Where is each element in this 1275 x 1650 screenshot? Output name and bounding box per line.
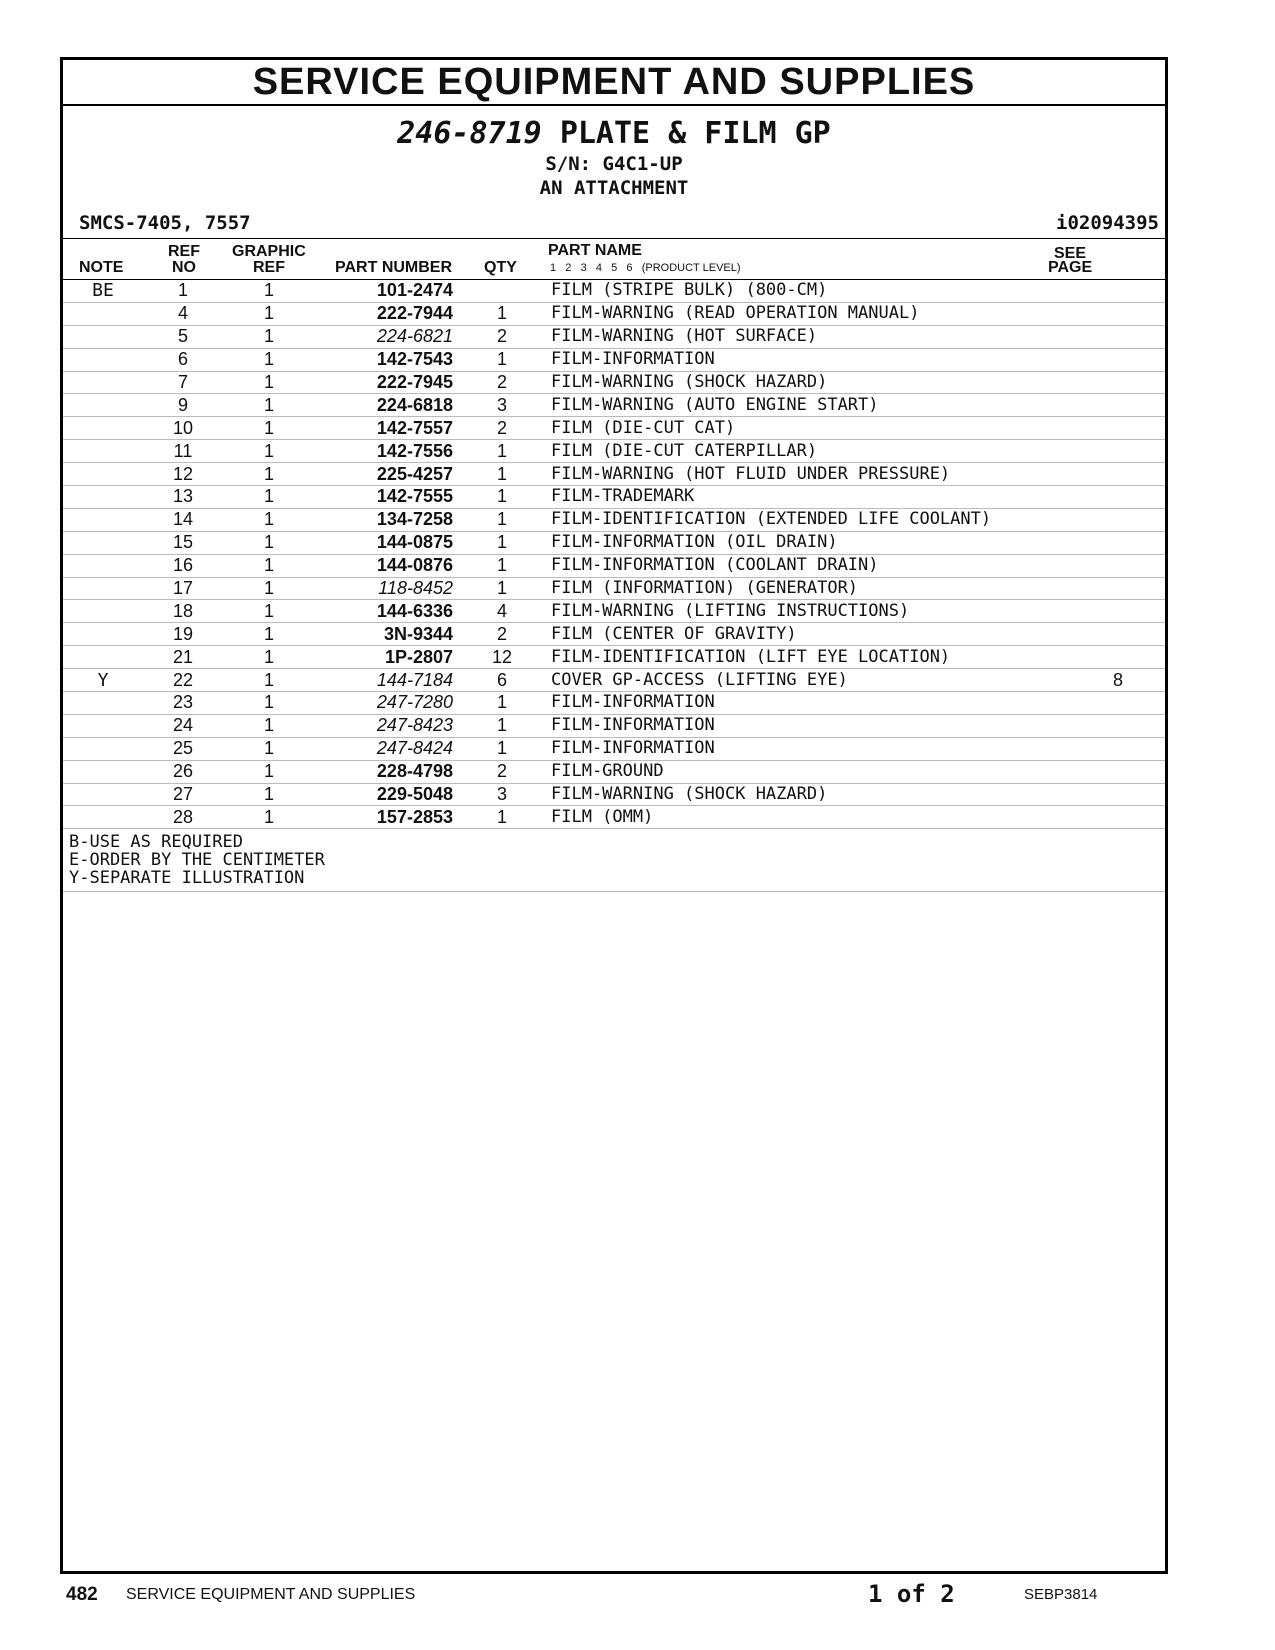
row-note <box>63 554 143 577</box>
header-see-page: SEE <box>1054 245 1087 262</box>
table-row <box>63 783 1165 806</box>
row-qty: 1 <box>453 440 551 463</box>
parts-page-frame <box>60 57 1168 1574</box>
row-note: BE <box>63 280 143 302</box>
note-line: Y-SEPARATE ILLUSTRATION <box>69 868 305 889</box>
note-line: B-USE AS REQUIRED <box>69 832 243 853</box>
group-number: 246-8719 <box>397 116 542 151</box>
row-part-name: FILM-TRADEMARK <box>551 486 1071 509</box>
row-see-page <box>1071 371 1165 394</box>
table-row <box>63 692 1165 715</box>
row-part-number: 142-7555 <box>315 486 453 509</box>
header-note: NOTE <box>79 259 124 276</box>
row-part-number: 225-4257 <box>315 463 453 486</box>
row-part-name: FILM (CENTER OF GRAVITY) <box>551 623 1071 646</box>
row-note <box>63 463 143 486</box>
row-graphic-ref: 1 <box>223 806 315 829</box>
row-graphic-ref: 1 <box>223 646 315 669</box>
row-graphic-ref: 1 <box>223 486 315 509</box>
row-qty: 1 <box>453 348 551 371</box>
row-part-name: FILM-WARNING (SHOCK HAZARD) <box>551 371 1071 394</box>
doc-id: SEBP3814 <box>1024 1586 1098 1603</box>
row-part-name: FILM (DIE-CUT CATERPILLAR) <box>551 440 1071 463</box>
table-row <box>63 371 1165 394</box>
header-graphic-ref: GRAPHIC <box>232 243 306 260</box>
table-row <box>63 348 1165 371</box>
row-part-name: FILM (INFORMATION) (GENERATOR) <box>551 577 1071 600</box>
serial-number: S/N: G4C1-UP <box>545 153 683 175</box>
row-ref-no: 6 <box>143 348 223 371</box>
row-graphic-ref: 1 <box>223 783 315 806</box>
table-row <box>63 806 1165 829</box>
page-title: SERVICE EQUIPMENT AND SUPPLIES <box>63 60 1165 106</box>
table-row <box>63 280 1165 302</box>
table-row <box>63 463 1165 486</box>
row-qty: 3 <box>453 783 551 806</box>
row-part-number: 224-6821 <box>315 325 453 348</box>
row-qty: 1 <box>453 692 551 715</box>
note-line: E-ORDER BY THE CENTIMETER <box>69 850 325 871</box>
row-note <box>63 692 143 715</box>
row-qty: 1 <box>453 508 551 531</box>
row-part-name: COVER GP-ACCESS (LIFTING EYE) <box>551 669 1071 692</box>
row-note <box>63 714 143 737</box>
row-see-page <box>1071 394 1165 417</box>
group-title <box>63 116 1165 152</box>
row-graphic-ref: 1 <box>223 394 315 417</box>
row-graphic-ref: 1 <box>223 714 315 737</box>
row-part-number: 144-0875 <box>315 531 453 554</box>
row-graphic-ref: 1 <box>223 577 315 600</box>
table-row <box>63 486 1165 509</box>
row-note <box>63 760 143 783</box>
table-row <box>63 669 1165 692</box>
row-ref-no: 14 <box>143 508 223 531</box>
row-graphic-ref: 1 <box>223 417 315 440</box>
row-part-number: 247-8423 <box>315 714 453 737</box>
row-note <box>63 440 143 463</box>
row-graphic-ref: 1 <box>223 531 315 554</box>
row-part-number: 229-5048 <box>315 783 453 806</box>
smcs-code: SMCS-7405, 7557 <box>79 212 251 234</box>
row-part-number: 1P-2807 <box>315 646 453 669</box>
row-see-page <box>1071 440 1165 463</box>
row-note <box>63 806 143 829</box>
row-part-name: FILM-INFORMATION (COOLANT DRAIN) <box>551 554 1071 577</box>
row-qty: 2 <box>453 325 551 348</box>
row-part-name: FILM-INFORMATION <box>551 692 1071 715</box>
row-part-name: FILM-WARNING (AUTO ENGINE START) <box>551 394 1071 417</box>
row-qty: 1 <box>453 486 551 509</box>
row-ref-no: 1 <box>143 280 223 302</box>
row-ref-no: 26 <box>143 760 223 783</box>
table-row <box>63 302 1165 325</box>
table-row <box>63 600 1165 623</box>
row-see-page: 8 <box>1071 669 1165 692</box>
header-product-level: 1 2 3 4 5 6 (PRODUCT LEVEL) <box>550 262 741 274</box>
table-row <box>63 394 1165 417</box>
table-row <box>63 325 1165 348</box>
row-see-page <box>1071 783 1165 806</box>
notes-block <box>63 829 1165 892</box>
row-ref-no: 4 <box>143 302 223 325</box>
row-qty: 1 <box>453 554 551 577</box>
row-ref-no: 25 <box>143 737 223 760</box>
row-graphic-ref: 1 <box>223 280 315 302</box>
row-note: Y <box>63 669 143 692</box>
row-part-name: FILM-INFORMATION <box>551 737 1071 760</box>
row-note <box>63 623 143 646</box>
row-part-name: FILM-WARNING (READ OPERATION MANUAL) <box>551 302 1071 325</box>
header-ref-no: REF <box>168 243 200 260</box>
table-row <box>63 554 1165 577</box>
row-graphic-ref: 1 <box>223 325 315 348</box>
row-part-number: 144-6336 <box>315 600 453 623</box>
row-part-name: FILM-WARNING (HOT SURFACE) <box>551 325 1071 348</box>
row-see-page <box>1071 280 1165 302</box>
row-qty: 2 <box>453 760 551 783</box>
row-see-page <box>1071 508 1165 531</box>
row-see-page <box>1071 325 1165 348</box>
table-row <box>63 646 1165 669</box>
table-row <box>63 577 1165 600</box>
row-qty: 1 <box>453 806 551 829</box>
illustration-id: i02094395 <box>1056 212 1159 234</box>
row-part-name: FILM-WARNING (LIFTING INSTRUCTIONS) <box>551 600 1071 623</box>
row-ref-no: 12 <box>143 463 223 486</box>
row-qty: 1 <box>453 577 551 600</box>
row-ref-no: 24 <box>143 714 223 737</box>
footer-section: SERVICE EQUIPMENT AND SUPPLIES <box>126 1586 416 1603</box>
row-part-number: 247-7280 <box>315 692 453 715</box>
row-part-number: 224-6818 <box>315 394 453 417</box>
row-note <box>63 783 143 806</box>
row-note <box>63 371 143 394</box>
group-type: AN ATTACHMENT <box>539 177 689 199</box>
row-note <box>63 737 143 760</box>
row-ref-no: 7 <box>143 371 223 394</box>
row-graphic-ref: 1 <box>223 348 315 371</box>
row-see-page <box>1071 577 1165 600</box>
table-row <box>63 623 1165 646</box>
row-note <box>63 486 143 509</box>
row-qty: 12 <box>453 646 551 669</box>
row-see-page <box>1071 417 1165 440</box>
smcs-row <box>63 208 1165 238</box>
row-graphic-ref: 1 <box>223 737 315 760</box>
row-see-page <box>1071 463 1165 486</box>
row-ref-no: 5 <box>143 325 223 348</box>
row-see-page <box>1071 692 1165 715</box>
row-see-page <box>1071 806 1165 829</box>
row-see-page <box>1071 737 1165 760</box>
row-graphic-ref: 1 <box>223 554 315 577</box>
row-part-name: FILM-WARNING (SHOCK HAZARD) <box>551 783 1071 806</box>
row-qty: 6 <box>453 669 551 692</box>
row-see-page <box>1071 600 1165 623</box>
row-part-number: 134-7258 <box>315 508 453 531</box>
row-part-number: 118-8452 <box>315 577 453 600</box>
row-ref-no: 22 <box>143 669 223 692</box>
row-graphic-ref: 1 <box>223 669 315 692</box>
row-qty <box>453 280 551 302</box>
row-qty: 4 <box>453 600 551 623</box>
row-qty: 1 <box>453 302 551 325</box>
row-ref-no: 28 <box>143 806 223 829</box>
row-ref-no: 21 <box>143 646 223 669</box>
row-qty: 2 <box>453 417 551 440</box>
row-see-page <box>1071 623 1165 646</box>
row-note <box>63 577 143 600</box>
row-ref-no: 18 <box>143 600 223 623</box>
row-part-number: 144-0876 <box>315 554 453 577</box>
row-see-page <box>1071 302 1165 325</box>
row-graphic-ref: 1 <box>223 692 315 715</box>
row-part-number: 222-7945 <box>315 371 453 394</box>
page-footer <box>0 1580 1275 1610</box>
row-note <box>63 531 143 554</box>
row-ref-no: 17 <box>143 577 223 600</box>
row-graphic-ref: 1 <box>223 623 315 646</box>
table-row <box>63 531 1165 554</box>
page-of: 1 of 2 <box>868 1580 955 1608</box>
row-part-number: 144-7184 <box>315 669 453 692</box>
row-note <box>63 394 143 417</box>
row-graphic-ref: 1 <box>223 463 315 486</box>
row-part-number: 247-8424 <box>315 737 453 760</box>
row-graphic-ref: 1 <box>223 440 315 463</box>
row-graphic-ref: 1 <box>223 508 315 531</box>
row-note <box>63 302 143 325</box>
row-qty: 1 <box>453 531 551 554</box>
row-qty: 1 <box>453 737 551 760</box>
row-part-number: 142-7543 <box>315 348 453 371</box>
row-qty: 2 <box>453 371 551 394</box>
header-graphic-ref-2: REF <box>253 259 285 276</box>
row-note <box>63 508 143 531</box>
row-note <box>63 348 143 371</box>
table-row <box>63 760 1165 783</box>
row-graphic-ref: 1 <box>223 760 315 783</box>
row-part-name: FILM-INFORMATION <box>551 714 1071 737</box>
row-qty: 2 <box>453 623 551 646</box>
row-part-name: FILM-WARNING (HOT FLUID UNDER PRESSURE) <box>551 463 1071 486</box>
header-ref-no-2: NO <box>172 259 196 276</box>
header-see-page-2: PAGE <box>1048 259 1093 276</box>
row-graphic-ref: 1 <box>223 302 315 325</box>
row-part-name: FILM-INFORMATION (OIL DRAIN) <box>551 531 1071 554</box>
row-graphic-ref: 1 <box>223 371 315 394</box>
row-part-number: 228-4798 <box>315 760 453 783</box>
row-graphic-ref: 1 <box>223 600 315 623</box>
row-see-page <box>1071 486 1165 509</box>
row-ref-no: 16 <box>143 554 223 577</box>
row-ref-no: 19 <box>143 623 223 646</box>
row-part-number: 222-7944 <box>315 302 453 325</box>
page-number: 482 <box>66 1584 98 1605</box>
row-part-number: 101-2474 <box>315 280 453 302</box>
table-header <box>63 238 1165 280</box>
row-note <box>63 600 143 623</box>
row-ref-no: 15 <box>143 531 223 554</box>
group-name: PLATE & FILM GP <box>559 116 831 151</box>
header-part-name: PART NAME <box>548 242 642 259</box>
row-part-number: 142-7556 <box>315 440 453 463</box>
row-see-page <box>1071 714 1165 737</box>
table-row <box>63 440 1165 463</box>
row-ref-no: 10 <box>143 417 223 440</box>
table-row <box>63 737 1165 760</box>
row-part-number: 142-7557 <box>315 417 453 440</box>
row-see-page <box>1071 348 1165 371</box>
row-see-page <box>1071 554 1165 577</box>
row-note <box>63 325 143 348</box>
row-note <box>63 646 143 669</box>
row-qty: 3 <box>453 394 551 417</box>
row-ref-no: 9 <box>143 394 223 417</box>
row-part-name: FILM-IDENTIFICATION (LIFT EYE LOCATION) <box>551 646 1071 669</box>
row-ref-no: 11 <box>143 440 223 463</box>
row-part-name: FILM-INFORMATION <box>551 348 1071 371</box>
parts-table <box>63 280 1165 829</box>
row-see-page <box>1071 760 1165 783</box>
row-see-page <box>1071 531 1165 554</box>
table-row <box>63 508 1165 531</box>
row-qty: 1 <box>453 463 551 486</box>
row-ref-no: 27 <box>143 783 223 806</box>
row-part-number: 157-2853 <box>315 806 453 829</box>
header-part-number: PART NUMBER <box>335 259 453 276</box>
row-see-page <box>1071 646 1165 669</box>
table-row <box>63 417 1165 440</box>
row-part-name: FILM-GROUND <box>551 760 1071 783</box>
row-qty: 1 <box>453 714 551 737</box>
row-ref-no: 13 <box>143 486 223 509</box>
table-row <box>63 714 1165 737</box>
row-ref-no: 23 <box>143 692 223 715</box>
row-part-name: FILM (STRIPE BULK) (800-CM) <box>551 280 1071 302</box>
row-part-number: 3N-9344 <box>315 623 453 646</box>
header-qty: QTY <box>484 259 517 276</box>
row-part-name: FILM-IDENTIFICATION (EXTENDED LIFE COOLANT) <box>551 508 1071 531</box>
row-part-name: FILM (OMM) <box>551 806 1071 829</box>
row-note <box>63 417 143 440</box>
row-part-name: FILM (DIE-CUT CAT) <box>551 417 1071 440</box>
